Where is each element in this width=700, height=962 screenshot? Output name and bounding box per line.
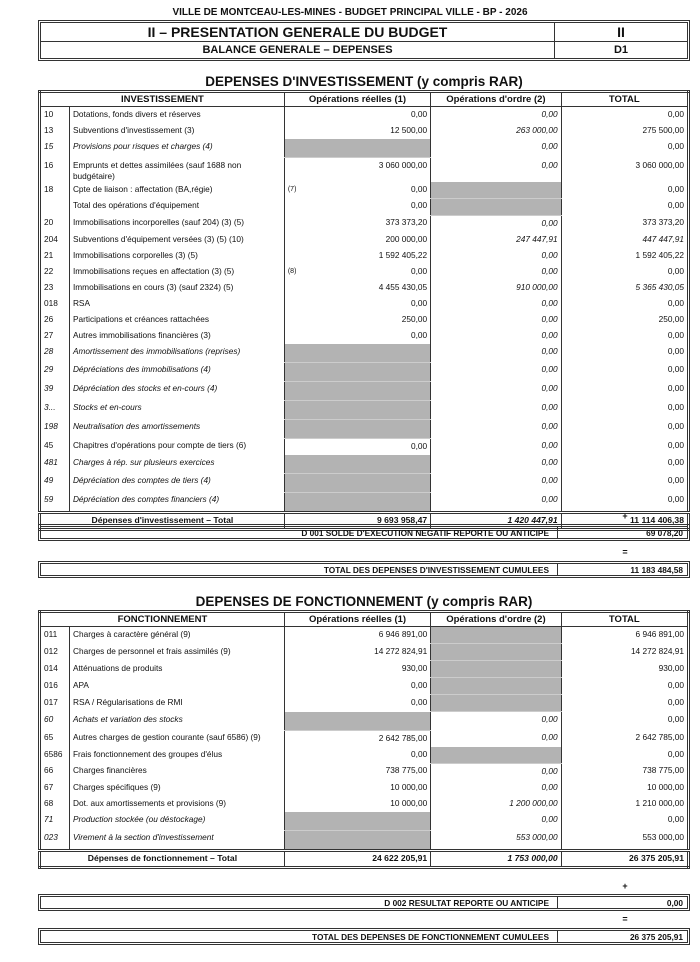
- cumul-investissement-box: [38, 561, 690, 578]
- operations-reelles-cell: [284, 123, 430, 139]
- table-row: [40, 215, 689, 232]
- total-cell: 0,00: [561, 455, 688, 474]
- table-row: [40, 139, 689, 158]
- operations-ordre-cell: 0,00: [431, 312, 561, 328]
- operations-ordre-cell: 0,00: [431, 419, 561, 438]
- row-code: 26: [40, 312, 70, 328]
- row-label: Total des opérations d'équipement: [72, 200, 200, 210]
- column-header: TOTAL: [561, 612, 688, 627]
- operations-ordre-cell: 0,00: [431, 215, 561, 232]
- operations-reelles-cell: [284, 158, 430, 182]
- row-code: 28: [40, 344, 70, 363]
- operations-ordre-cell: 0,00: [431, 492, 561, 512]
- operations-reelles-cell: [284, 296, 430, 312]
- row-code: 204: [40, 232, 70, 248]
- operations-reelles-cell: [284, 661, 430, 678]
- total-cell: 0,00: [561, 812, 688, 831]
- total-ordre: 1 753 000,00: [431, 850, 561, 867]
- operations-ordre-cell: [431, 747, 561, 764]
- operations-ordre-cell: 0,00: [431, 812, 561, 831]
- total-cell: 0,00: [561, 695, 688, 712]
- operations-reelles-value: 10 000,00: [390, 781, 428, 792]
- column-header: Opérations d'ordre (2): [431, 92, 561, 107]
- row-label: Neutralisation des amortissements: [72, 421, 201, 431]
- operations-reelles-cell: [284, 627, 430, 644]
- column-header: TOTAL: [561, 92, 688, 107]
- operations-reelles-value: 14 272 824,91: [374, 645, 428, 656]
- row-code: 023: [40, 830, 70, 850]
- table-row: [40, 296, 689, 312]
- table-row: [40, 678, 689, 695]
- solde-value: 69 078,20: [646, 527, 683, 538]
- total-cell: 0,00: [561, 107, 688, 124]
- operations-reelles-value: 0,00: [411, 748, 428, 759]
- total-cell: 14 272 824,91: [561, 644, 688, 661]
- operations-reelles-cell: [284, 796, 430, 812]
- column-header: FONCTIONNEMENT: [40, 612, 285, 627]
- total-cell: 0,00: [561, 419, 688, 438]
- row-code: 15: [40, 139, 70, 158]
- total-cell: 0,00: [561, 139, 688, 158]
- operations-ordre-cell: 0,00: [431, 400, 561, 419]
- operations-reelles-cell: [284, 812, 430, 831]
- total-cell: 2 642 785,00: [561, 730, 688, 747]
- table-row: [40, 830, 689, 850]
- table-row: [40, 455, 689, 474]
- operations-reelles-cell: [284, 264, 430, 280]
- row-code: 71: [40, 812, 70, 831]
- operations-ordre-cell: [431, 695, 561, 712]
- row-code: 65: [40, 730, 70, 747]
- header-box: [38, 20, 690, 61]
- total-row: [40, 850, 689, 867]
- row-code: 481: [40, 455, 70, 474]
- solde-fonctionnement-box: [38, 894, 690, 911]
- row-label: Achats et variation des stocks: [72, 713, 183, 724]
- operations-reelles-value: 0,00: [411, 200, 428, 210]
- row-label: Dépréciations des immobilisations (4): [72, 364, 211, 374]
- row-label: Dépréciation des comptes financiers (4): [72, 494, 220, 504]
- operations-reelles-value: 12 500,00: [390, 125, 428, 135]
- total-cell: 738 775,00: [561, 763, 688, 780]
- table-header: [40, 92, 689, 107]
- operations-ordre-cell: [431, 182, 561, 199]
- row-code: 27: [40, 328, 70, 344]
- row-code: 3...: [40, 400, 70, 419]
- solde-value: 0,00: [666, 897, 683, 908]
- operations-reelles-cell: [284, 328, 430, 344]
- operations-reelles-value: 373 373,20: [385, 217, 428, 227]
- table-row: [40, 362, 689, 381]
- row-label: Charges spécifiques (9): [72, 781, 161, 792]
- operations-reelles-value: 10 000,00: [390, 797, 428, 808]
- operations-reelles-cell: [284, 381, 430, 400]
- table-row: [40, 107, 689, 124]
- row-label: Dépréciation des stocks et en-cours (4): [72, 383, 218, 393]
- page-subtitle: BALANCE GENERALE – DEPENSES: [41, 42, 555, 58]
- total-cell: 0,00: [561, 198, 688, 215]
- total-cell: 0,00: [561, 678, 688, 695]
- row-code: 21: [40, 248, 70, 264]
- total-cell: 0,00: [561, 381, 688, 400]
- page-subtitle-code: D1: [613, 44, 629, 56]
- table-row: [40, 627, 689, 644]
- row-code: 22: [40, 264, 70, 280]
- total-cell: 447 447,91: [561, 232, 688, 248]
- row-code: 60: [40, 712, 70, 731]
- table-row: [40, 473, 689, 492]
- operations-reelles-cell: [284, 344, 430, 363]
- row-label: Dépréciation des comptes de tiers (4): [72, 475, 211, 485]
- row-code: 67: [40, 780, 70, 796]
- row-label: APA: [72, 679, 89, 690]
- row-label: Charges financières: [72, 765, 147, 775]
- operations-ordre-cell: 0,00: [431, 362, 561, 381]
- row-label: RSA / Régularisations de RMI: [72, 696, 183, 707]
- operations-reelles-cell: [284, 747, 430, 764]
- row-label: Subventions d'investissement (3): [72, 125, 195, 135]
- total-cell: 5 365 430,05: [561, 280, 688, 296]
- operations-ordre-cell: 553 000,00: [431, 830, 561, 850]
- column-header: INVESTISSEMENT: [40, 92, 285, 107]
- operations-reelles-value: 738 775,00: [385, 765, 428, 775]
- operations-ordre-cell: 0,00: [431, 107, 561, 124]
- operations-reelles-cell: [284, 362, 430, 381]
- row-label: Cpte de liaison : affectation (BA,régie): [72, 183, 213, 194]
- operations-reelles-cell: [284, 695, 430, 712]
- operations-ordre-cell: 0,00: [431, 730, 561, 747]
- operations-reelles-value: 0,00: [411, 265, 428, 276]
- total-reel: 24 622 205,91: [284, 850, 430, 867]
- table-row: [40, 123, 689, 139]
- operations-reelles-cell: [284, 400, 430, 419]
- row-code: 13: [40, 123, 70, 139]
- section-title-investissement: DEPENSES D'INVESTISSEMENT (y compris RAR): [205, 74, 523, 89]
- row-code: 16: [40, 158, 70, 182]
- operations-ordre-cell: 910 000,00: [431, 280, 561, 296]
- page-title: II – PRESENTATION GENERALE DU BUDGET: [41, 23, 555, 41]
- total-cell: 0,00: [561, 492, 688, 512]
- total-cell: 1 592 405,22: [561, 248, 688, 264]
- row-code: 20: [40, 215, 70, 232]
- row-label: Autres charges de gestion courante (sauf 6586) (9): [72, 732, 261, 742]
- operations-reelles-cell: [284, 107, 430, 124]
- row-label: Subventions d'équipement versées (3) (5) (10): [72, 233, 244, 244]
- total-cell: 0,00: [561, 712, 688, 731]
- row-code: 10: [40, 107, 70, 124]
- solde-investissement-box: [38, 524, 690, 541]
- table-row: [40, 812, 689, 831]
- table-row: [40, 248, 689, 264]
- operations-reelles-cell: [284, 280, 430, 296]
- column-header: Opérations d'ordre (2): [431, 612, 561, 627]
- total-total: 26 375 205,91: [561, 850, 688, 867]
- row-code: [40, 198, 70, 215]
- operations-reelles-cell: [284, 215, 430, 232]
- row-code: 45: [40, 438, 70, 455]
- total-cell: 0,00: [561, 328, 688, 344]
- row-code: 23: [40, 280, 70, 296]
- table-row: [40, 796, 689, 812]
- row-code: 66: [40, 763, 70, 780]
- total-cell: 553 000,00: [561, 830, 688, 850]
- operations-ordre-cell: [431, 661, 561, 678]
- operations-reelles-cell: [284, 678, 430, 695]
- operations-reelles-cell: [284, 232, 430, 248]
- table-row: [40, 780, 689, 796]
- column-header: Opérations réelles (1): [284, 612, 430, 627]
- total-ordre: 1 420 447,91: [431, 512, 561, 529]
- total-total: 11 114 406,38: [561, 512, 688, 529]
- operations-ordre-cell: [431, 678, 561, 695]
- operations-reelles-value: 930,00: [401, 662, 428, 673]
- operations-ordre-cell: 0,00: [431, 296, 561, 312]
- cumul-value: 26 375 205,91: [629, 931, 683, 942]
- total-cell: 0,00: [561, 296, 688, 312]
- operations-reelles-value: 0,00: [411, 679, 428, 690]
- row-label: Charges à rép. sur plusieurs exercices: [72, 456, 215, 467]
- operations-reelles-value: 0,00: [411, 329, 428, 340]
- operations-reelles-cell: [284, 644, 430, 661]
- table-row: [40, 381, 689, 400]
- total-cell: 0,00: [561, 344, 688, 363]
- total-cell: 0,00: [561, 473, 688, 492]
- operations-ordre-cell: 263 000,00: [431, 123, 561, 139]
- operations-ordre-cell: 0,00: [431, 248, 561, 264]
- total-cell: 10 000,00: [561, 780, 688, 796]
- operations-ordre-cell: 0,00: [431, 763, 561, 780]
- table-row: [40, 232, 689, 248]
- row-label: Amortissement des immobilisations (reprises): [72, 345, 241, 356]
- operations-ordre-cell: 0,00: [431, 328, 561, 344]
- operations-reelles-value: 0,00: [411, 297, 428, 308]
- row-code: 017: [40, 695, 70, 712]
- operations-ordre-cell: 0,00: [431, 344, 561, 363]
- footnote-ref: (7): [287, 185, 297, 193]
- total-cell: 250,00: [561, 312, 688, 328]
- table-row: [40, 695, 689, 712]
- total-label: Dépenses d'investissement – Total: [40, 512, 285, 529]
- row-label: Charges à caractère général (9): [72, 629, 191, 639]
- equals-sign: =: [622, 914, 628, 924]
- solde-label: D 002 RESULTAT REPORTE OU ANTICIPE: [41, 897, 558, 908]
- row-label: Emprunts et dettes assimilées (sauf 1688 non budgétaire): [72, 159, 242, 181]
- row-label: Charges de personnel et frais assimilés (9): [72, 645, 231, 656]
- solde-label: D 001 SOLDE D'EXECUTION NEGATIF REPORTE OU ANTICIPE: [41, 527, 558, 538]
- total-reel: 9 693 958,47: [284, 512, 430, 529]
- operations-reelles-value: 1 592 405,22: [378, 249, 428, 260]
- table-header: [40, 612, 689, 627]
- operations-reelles-cell: [284, 438, 430, 455]
- row-label: Virement à la section d'investissement: [72, 832, 214, 842]
- row-label: Dot. aux amortissements et provisions (9): [72, 797, 227, 808]
- row-label: Atténuations de produits: [72, 662, 163, 673]
- total-cell: 0,00: [561, 400, 688, 419]
- operations-ordre-cell: 0,00: [431, 381, 561, 400]
- table-row: [40, 712, 689, 731]
- operations-reelles-value: 3 060 000,00: [378, 160, 428, 170]
- row-code: 68: [40, 796, 70, 812]
- document-top-line: VILLE DE MONTCEAU-LES-MINES - BUDGET PRINCIPAL VILLE - BP - 2026: [172, 7, 528, 18]
- row-code: 6586: [40, 747, 70, 764]
- table-row: [40, 344, 689, 363]
- operations-reelles-cell: [284, 473, 430, 492]
- operations-ordre-cell: [431, 198, 561, 215]
- row-label: Immobilisations incorporelles (sauf 204) (3) (5): [72, 217, 245, 227]
- table-row: [40, 747, 689, 764]
- table-row: [40, 198, 689, 215]
- total-cell: 0,00: [561, 747, 688, 764]
- operations-reelles-value: 0,00: [411, 696, 428, 707]
- plus-sign: +: [622, 881, 628, 891]
- footnote-ref: (8): [287, 267, 297, 275]
- operations-ordre-cell: 0,00: [431, 139, 561, 158]
- operations-ordre-cell: 1 200 000,00: [431, 796, 561, 812]
- operations-ordre-cell: 0,00: [431, 264, 561, 280]
- row-code: 59: [40, 492, 70, 512]
- operations-reelles-value: 0,00: [411, 440, 428, 451]
- operations-reelles-value: 0,00: [411, 183, 428, 194]
- operations-reelles-cell: [284, 455, 430, 474]
- row-label: Dotations, fonds divers et réserves: [72, 109, 201, 119]
- operations-reelles-value: 6 946 891,00: [378, 629, 428, 639]
- table-row: [40, 492, 689, 512]
- row-code: 39: [40, 381, 70, 400]
- operations-reelles-cell: [284, 830, 430, 850]
- row-code: 018: [40, 296, 70, 312]
- operations-reelles-cell: [284, 419, 430, 438]
- operations-ordre-cell: 0,00: [431, 780, 561, 796]
- row-label: Participations et créances rattachées: [72, 313, 209, 324]
- cumul-label: TOTAL DES DEPENSES D'INVESTISSEMENT CUMULEES: [41, 564, 558, 575]
- table-row: [40, 312, 689, 328]
- plus-sign: +: [622, 511, 628, 521]
- total-cell: 0,00: [561, 362, 688, 381]
- row-code: 012: [40, 644, 70, 661]
- cumul-fonctionnement-box: [38, 928, 690, 945]
- table-row: [40, 644, 689, 661]
- table-row: [40, 763, 689, 780]
- column-header: Opérations réelles (1): [284, 92, 430, 107]
- operations-reelles-cell: [284, 780, 430, 796]
- operations-reelles-value: 2 642 785,00: [378, 732, 428, 743]
- operations-reelles-cell: [284, 248, 430, 264]
- row-label: Immobilisations reçues en affectation (3) (5): [72, 265, 235, 276]
- total-cell: 930,00: [561, 661, 688, 678]
- operations-reelles-cell: [284, 712, 430, 731]
- row-label: Immobilisations en cours (3) (sauf 2324) (5): [72, 281, 234, 292]
- row-label: Autres immobilisations financières (3): [72, 329, 211, 340]
- equals-sign: =: [622, 547, 628, 557]
- table-row: [40, 280, 689, 296]
- table-row: [40, 419, 689, 438]
- row-label: RSA: [72, 297, 90, 308]
- operations-reelles-cell: [284, 492, 430, 512]
- fonctionnement-table: [38, 610, 690, 869]
- row-code: 18: [40, 182, 70, 199]
- row-label: Production stockée (ou déstockage): [72, 813, 206, 824]
- operations-reelles-value: 250,00: [401, 313, 428, 324]
- table-row: [40, 158, 689, 182]
- table-row: [40, 264, 689, 280]
- operations-reelles-cell: [284, 139, 430, 158]
- row-label: Immobilisations corporelles (3) (5): [72, 249, 198, 260]
- row-label: Provisions pour risques et charges (4): [72, 141, 213, 151]
- operations-ordre-cell: 0,00: [431, 438, 561, 455]
- operations-ordre-cell: 0,00: [431, 455, 561, 474]
- operations-ordre-cell: 247 447,91: [431, 232, 561, 248]
- operations-ordre-cell: [431, 627, 561, 644]
- page-title-code: II: [617, 24, 625, 40]
- cumul-value: 11 183 484,58: [630, 564, 683, 575]
- total-cell: 275 500,00: [561, 123, 688, 139]
- operations-reelles-value: 200 000,00: [385, 233, 428, 244]
- investissement-table: [38, 90, 690, 531]
- operations-ordre-cell: [431, 644, 561, 661]
- operations-ordre-cell: 0,00: [431, 473, 561, 492]
- table-row: [40, 182, 689, 199]
- table-row: [40, 661, 689, 678]
- table-row: [40, 328, 689, 344]
- row-code: 49: [40, 473, 70, 492]
- operations-reelles-cell: [284, 763, 430, 780]
- row-code: 014: [40, 661, 70, 678]
- total-cell: 0,00: [561, 438, 688, 455]
- total-label: Dépenses de fonctionnement – Total: [40, 850, 285, 867]
- operations-reelles-cell: [284, 312, 430, 328]
- row-label: Frais fonctionnement des groupes d'élus: [72, 748, 223, 759]
- operations-reelles-cell: [284, 730, 430, 747]
- section-title-fonctionnement: DEPENSES DE FONCTIONNEMENT (y compris RAR): [195, 594, 533, 609]
- table-row: [40, 438, 689, 455]
- row-label: Chapitres d'opérations pour compte de tiers (6): [72, 440, 247, 450]
- operations-reelles-value: 4 455 430,05: [378, 281, 428, 292]
- total-cell: 6 946 891,00: [561, 627, 688, 644]
- row-code: 29: [40, 362, 70, 381]
- total-cell: 1 210 000,00: [561, 796, 688, 812]
- row-code: 198: [40, 419, 70, 438]
- row-label: Stocks et en-cours: [72, 402, 142, 412]
- total-cell: 0,00: [561, 264, 688, 280]
- operations-reelles-cell: [284, 182, 430, 199]
- total-cell: 373 373,20: [561, 215, 688, 232]
- total-cell: 3 060 000,00: [561, 158, 688, 182]
- cumul-label: TOTAL DES DEPENSES DE FONCTIONNEMENT CUMULEES: [41, 931, 558, 942]
- table-row: [40, 400, 689, 419]
- table-row: [40, 730, 689, 747]
- operations-ordre-cell: 0,00: [431, 712, 561, 731]
- operations-reelles-cell: [284, 198, 430, 215]
- row-code: 016: [40, 678, 70, 695]
- operations-reelles-value: 0,00: [411, 109, 428, 119]
- row-code: 011: [40, 627, 70, 644]
- total-cell: 0,00: [561, 182, 688, 199]
- operations-ordre-cell: 0,00: [431, 158, 561, 182]
